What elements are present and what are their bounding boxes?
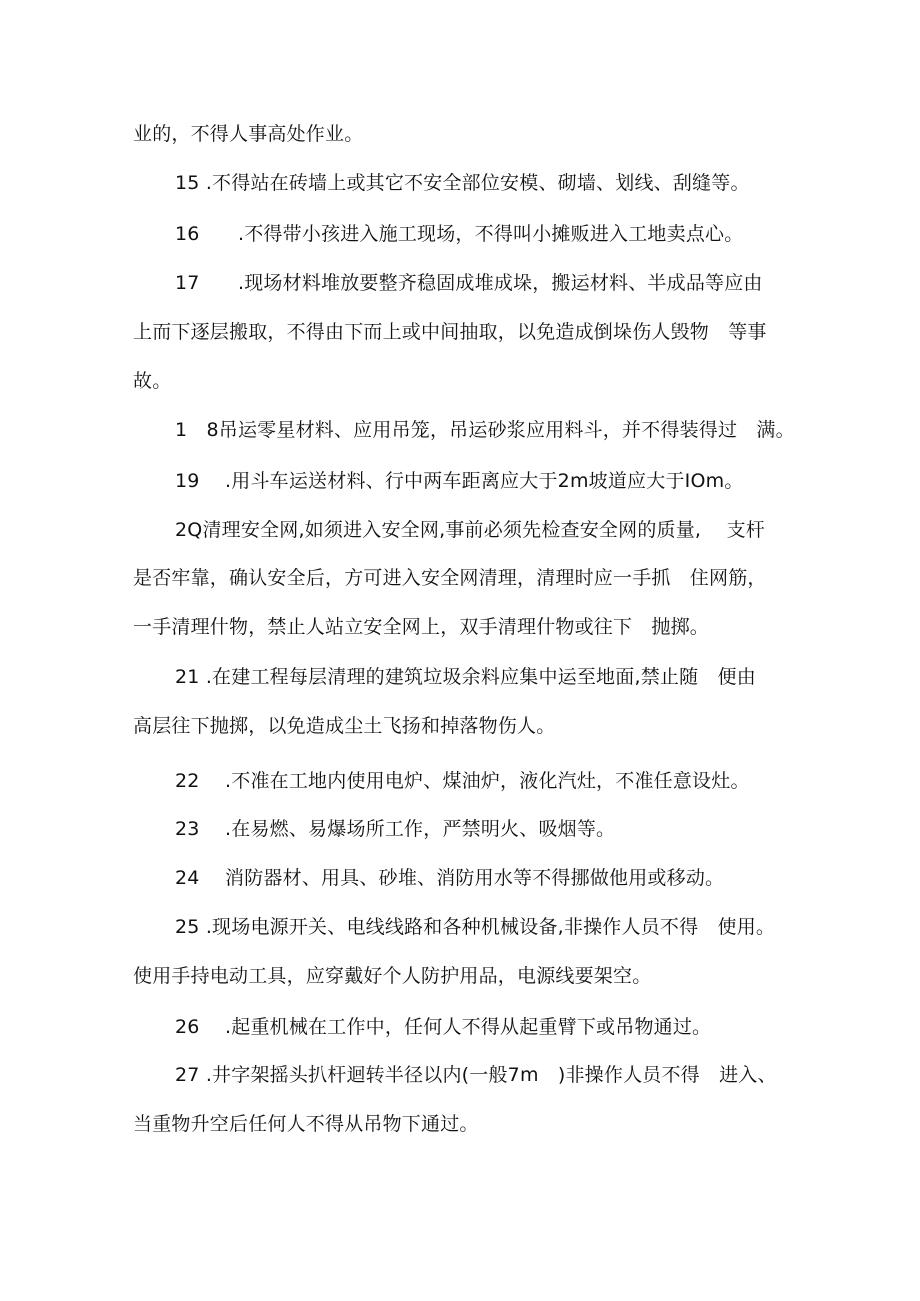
text-line-17: 25 .现场电源开关、电线线路和各种机械设备,非操作人员不得 使用。 xyxy=(175,916,776,938)
text-line-2: 15 .不得站在砖墙上或其它不安全部位安模、砌墙、划线、刮缝等。 xyxy=(175,172,750,194)
text-line-5: 上而下逐层搬取，不得由下而上或中间抽取，以免造成倒垛伤人毁物 等事 xyxy=(133,321,767,343)
text-line-16: 24 消防器材、用具、砂堆、消防用水等不得挪做他用或移动。 xyxy=(175,867,725,889)
text-line-15: 23 .在易燃、易爆场所工作，严禁明火、吸烟等。 xyxy=(175,818,616,840)
text-line-11: 一手清理什物，禁止人站立安全网上，双手清理什物或往下 抛掷。 xyxy=(133,616,710,638)
text-line-10: 是否牢靠，确认安全后，方可进入安全网清理，清理时应一手抓 住网筋， xyxy=(133,567,767,589)
text-line-6: 故。 xyxy=(133,370,172,392)
text-line-19: 26 .起重机械在工作中，任何人不得从起重臂下或吊物通过。 xyxy=(175,1016,712,1038)
text-line-9: 2Q清理安全网,如须进入安全网,事前必须先检查安全网的质量, 支杆 xyxy=(175,519,766,541)
text-line-20: 27 .井字架摇头扒杆迴转半径以内(一般7m )非操作人员不得 进入、 xyxy=(175,1064,777,1086)
text-line-8: 19 .用斗车运送材料、行中两车距离应大于2m坡道应大于IOm。 xyxy=(175,470,744,492)
text-line-1: 业的，不得人事高处作业。 xyxy=(133,123,364,145)
text-line-7: 1 8吊运零星材料、应用吊笼，吊运砂浆应用料斗，并不得装得过 满。 xyxy=(175,419,795,441)
text-line-4: 17 .现场材料堆放要整齐稳固成堆成垛，搬运材料、半成品等应由 xyxy=(175,272,763,294)
text-line-13: 高层往下抛掷，以免造成尘土飞扬和掉落物伤人。 xyxy=(133,715,556,737)
text-line-3: 16 .不得带小孩进入施工现场，不得叫小摊贩进入工地卖点心。 xyxy=(175,223,744,245)
text-line-21: 当重物升空后任何人不得从吊物下通过。 xyxy=(133,1113,479,1135)
text-line-14: 22 .不准在工地内使用电炉、煤油炉，液化汽灶，不准任意设灶。 xyxy=(175,770,750,792)
text-line-12: 21 .在建工程每层清理的建筑垃圾余料应集中运至地面,禁止随 便由 xyxy=(175,666,756,688)
text-line-18: 使用手持电动工具，应穿戴好个人防护用品，电源线要架空。 xyxy=(133,965,652,987)
